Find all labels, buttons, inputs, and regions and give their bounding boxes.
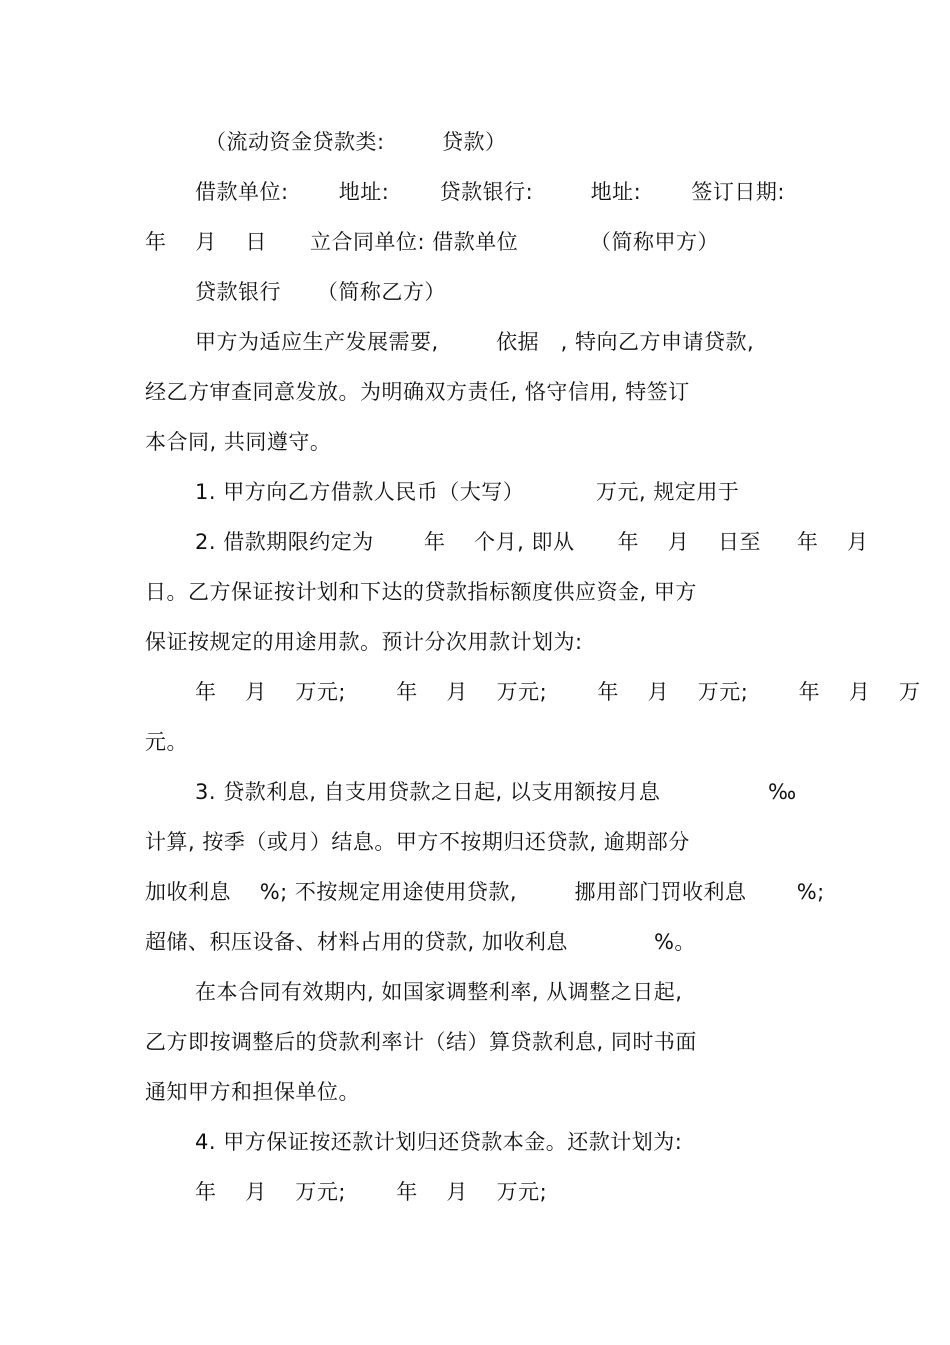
clause-2-line-2: 日。乙方保证按计划和下达的贷款指标额度供应资金, 甲方 bbox=[145, 580, 697, 604]
clause-2-line-1: 2. 借款期限约定为 年 个月, 即从 年 月 日至 年 月 bbox=[195, 530, 869, 554]
repayment-schedule-line: 年 月 万元; 年 月 万元; bbox=[195, 1180, 548, 1204]
rate-adjustment-line-3: 通知甲方和担保单位。 bbox=[145, 1080, 360, 1104]
clause-1-line: 1. 甲方向乙方借款人民币（大写） 万元, 规定用于 bbox=[195, 480, 740, 504]
preamble-line-3: 本合同, 共同遵守。 bbox=[145, 430, 332, 454]
clause-3-line-4: 超储、积压设备、材料占用的贷款, 加收利息 %。 bbox=[145, 930, 696, 954]
date-parties-line: 年 月 日 立合同单位: 借款单位 （简称甲方） bbox=[145, 230, 719, 254]
drawdown-schedule-line-2: 元。 bbox=[145, 730, 188, 754]
rate-adjustment-line-1: 在本合同有效期内, 如国家调整利率, 从调整之日起, bbox=[195, 980, 683, 1004]
clause-2-line-3: 保证按规定的用途用款。预计分次用款计划为: bbox=[145, 630, 583, 654]
preamble-line-2: 经乙方审查同意发放。为明确双方责任, 恪守信用, 特签订 bbox=[145, 380, 690, 404]
clause-4-line: 4. 甲方保证按还款计划归还贷款本金。还款计划为: bbox=[195, 1130, 683, 1154]
parties-header-line: 借款单位: 地址: 贷款银行: 地址: 签订日期: bbox=[195, 180, 785, 204]
clause-3-line-1: 3. 贷款利息, 自支用贷款之日起, 以支用额按月息 ‰ bbox=[195, 780, 797, 804]
contract-subtitle: （流动资金贷款类: 贷款） bbox=[205, 130, 507, 154]
drawdown-schedule-line-1: 年 月 万元; 年 月 万元; 年 月 万元; 年 月 万 bbox=[195, 680, 921, 704]
preamble-line-1: 甲方为适应生产发展需要, 依据 , 特向乙方申请贷款, bbox=[195, 330, 755, 354]
lender-abbreviation-line: 贷款银行 （简称乙方） bbox=[195, 280, 446, 304]
rate-adjustment-line-2: 乙方即按调整后的贷款利率计（结）算贷款利息, 同时书面 bbox=[145, 1030, 697, 1054]
clause-3-line-3: 加收利息 %; 不按规定用途使用贷款, 挪用部门罚收利息 %; bbox=[145, 880, 825, 904]
clause-3-line-2: 计算, 按季（或月）结息。甲方不按期归还贷款, 逾期部分 bbox=[145, 830, 690, 854]
